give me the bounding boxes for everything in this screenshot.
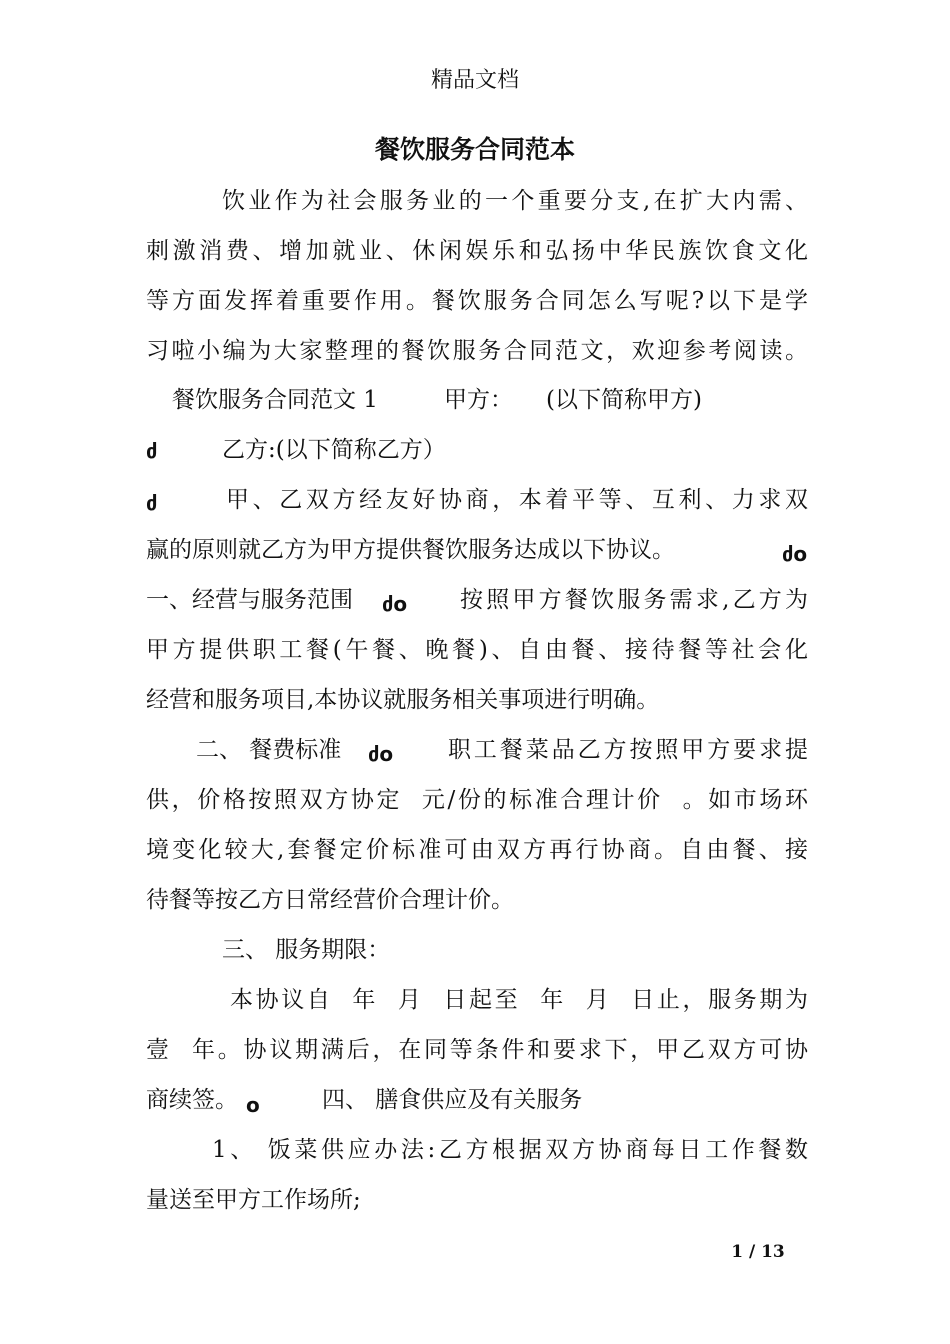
format-mark-icon: o (246, 1093, 260, 1117)
party-b-line: 乙方:(以下简称乙方） (222, 437, 446, 463)
format-mark-icon: ძo (782, 542, 808, 566)
format-mark-icon: ძo (368, 742, 394, 766)
paragraph-line: 饮业作为社会服务业的一个重要分支,在扩大内需、 (222, 188, 808, 214)
paragraph-line: 本协议自 年 月 日起至 年 月 日止，服务期为 (230, 987, 808, 1013)
section-heading: 二、 餐费标准 (196, 737, 342, 763)
page-header: 精品文档 (430, 68, 519, 93)
page-number: 1 / 13 (731, 1242, 785, 1262)
paragraph-line: 1、 饭菜供应办法:乙方根据双方协商每日工作餐数 (212, 1137, 808, 1163)
section-heading: 四、 膳食供应及有关服务 (322, 1087, 583, 1113)
section-heading: 餐饮服务合同范文 1 (172, 387, 378, 413)
document-title: 餐饮服务合同范本 (374, 135, 575, 164)
paragraph-line: 甲、乙双方经友好协商，本着平等、互利、力求双 (226, 487, 808, 513)
section-heading: 一、经营与服务范围 (146, 587, 353, 613)
paragraph-line: 待餐等按乙方日常经营价合理计价。 (146, 887, 514, 913)
format-mark-icon: ძo (382, 592, 408, 616)
format-mark-icon: ძ (146, 491, 158, 515)
party-a-label: 甲方： (444, 387, 513, 413)
paragraph-line: 刺激消费、增加就业、休闲娱乐和弘扬中华民族饮食文化 (146, 238, 808, 264)
party-a-note: (以下简称甲方) (546, 387, 702, 413)
paragraph-line: 等方面发挥着重要作用。餐饮服务合同怎么写呢?以下是学 (146, 288, 808, 314)
paragraph-line: 壹 年。协议期满后，在同等条件和要求下，甲乙双方可协 (146, 1037, 808, 1063)
paragraph-line: 商续签。 (146, 1087, 238, 1113)
paragraph-line: 职工餐菜品乙方按照甲方要求提 (448, 737, 808, 763)
paragraph-line: 经营和服务项目,本协议就服务相关事项进行明确。 (146, 687, 660, 713)
paragraph-line: 赢的原则就乙方为甲方提供餐饮服务达成以下协议。 (146, 537, 675, 563)
format-mark-icon: ძ (146, 439, 158, 463)
paragraph-line: 甲方提供职工餐(午餐、晚餐)、自由餐、接待餐等社会化 (146, 637, 808, 663)
paragraph-line: 境变化较大,套餐定价标准可由双方再行协商。自由餐、接 (146, 837, 808, 863)
paragraph-line: 量送至甲方工作场所; (146, 1187, 361, 1213)
paragraph-line: 习啦小编为大家整理的餐饮服务合同范文，欢迎参考阅读。 (146, 338, 808, 364)
paragraph-line: 按照甲方餐饮服务需求,乙方为 (460, 587, 808, 613)
paragraph-line: 供，价格按照双方协定 元/份的标准合理计价 。如市场环 (146, 787, 808, 813)
section-heading: 三、 服务期限： (222, 937, 391, 963)
